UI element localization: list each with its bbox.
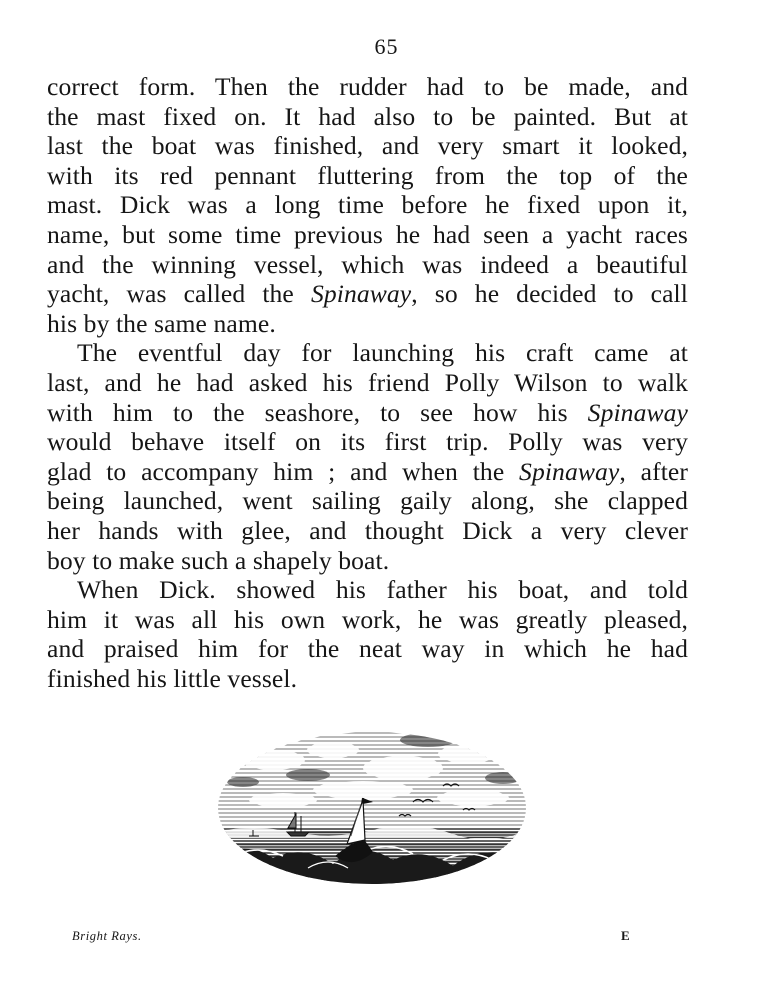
italic-boat-name: Spinaway	[587, 397, 688, 427]
text-segment: with him to the seashore, to see how his	[47, 397, 588, 427]
text-line	[47, 368, 688, 398]
engraving-vignette	[213, 720, 531, 886]
text-segment: and the winning vessel, which was indeed a beautiful	[47, 249, 688, 279]
sailing-boat-engraving-icon	[213, 720, 531, 886]
text-segment: him it was all his own work, he was greatly pleased,	[47, 604, 688, 634]
italic-boat-name: Spinaway	[519, 456, 620, 486]
text-segment: his by the same name.	[47, 308, 276, 338]
text-line	[47, 190, 688, 220]
body-text	[47, 72, 688, 693]
text-line	[47, 575, 688, 605]
text-line	[47, 250, 688, 280]
text-segment: and praised him for the neat way in which he had	[47, 634, 688, 664]
text-segment: last, and he had asked his friend Polly Wilson to walk	[47, 367, 688, 397]
text-segment: , so he decided to call	[411, 279, 688, 309]
text-line	[47, 102, 688, 132]
text-segment: mast. Dick was a long time before he fixed upon it,	[47, 190, 688, 220]
text-line	[47, 131, 688, 161]
text-line	[47, 634, 688, 664]
text-segment: , after	[619, 456, 689, 486]
text-segment: finished his little vessel.	[47, 663, 298, 693]
text-segment: glad to accompany him ; and when the	[47, 456, 520, 486]
text-segment: correct form. Then the rudder had to be made, and	[47, 72, 688, 101]
text-segment: with its red pennant fluttering from the top of the	[47, 160, 688, 190]
text-segment: boy to make such a shapely boat.	[47, 545, 390, 575]
text-line	[47, 457, 688, 487]
text-line	[47, 486, 688, 516]
text-segment: being launched, went sailing gaily along, she clapped	[47, 486, 688, 516]
text-segment: The eventful day for launching his craft came at	[77, 338, 688, 368]
footer-signature-mark: E	[621, 928, 630, 943]
text-line	[47, 161, 688, 191]
text-line	[47, 546, 688, 576]
text-line	[47, 72, 688, 102]
text-segment: last the boat was finished, and very smart it looked,	[47, 131, 688, 161]
text-line	[47, 338, 688, 368]
text-line	[47, 309, 688, 339]
text-segment: the mast fixed on. It had also to be painted. But at	[47, 101, 688, 131]
text-segment: name, but some time previous he had seen a yacht races	[47, 219, 688, 249]
text-line	[47, 605, 688, 635]
text-line	[47, 427, 688, 457]
text-line	[47, 279, 688, 309]
text-line	[47, 664, 688, 694]
italic-boat-name: Spinaway	[310, 279, 412, 309]
text-segment: would behave itself on its first trip. Polly was very	[47, 427, 688, 457]
text-line	[47, 516, 688, 546]
text-line	[47, 220, 688, 250]
text-segment: her hands with glee, and thought Dick a very clever	[47, 515, 688, 545]
text-segment: When Dick. showed his father his boat, and told	[77, 575, 688, 605]
page-number: 65	[374, 34, 399, 59]
text-segment: yacht, was called the	[47, 279, 311, 309]
text-line	[47, 398, 688, 428]
footer-book-title: Bright Rays.	[72, 929, 142, 943]
